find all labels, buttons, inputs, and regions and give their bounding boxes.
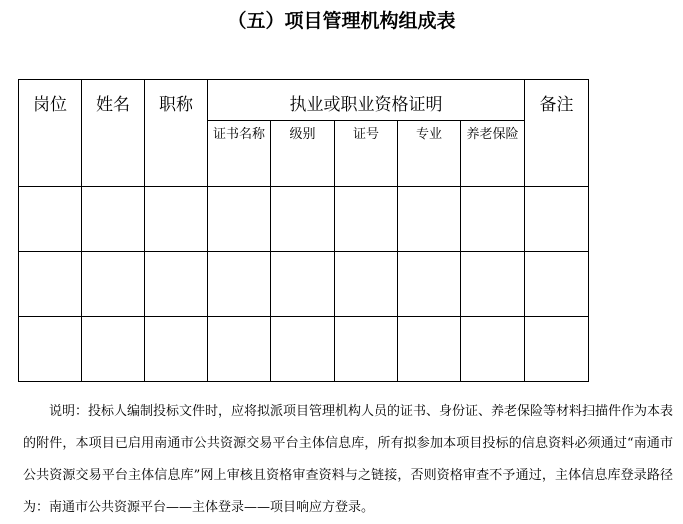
table-row <box>19 317 589 382</box>
header-position: 岗位 <box>19 80 82 187</box>
note-text: 说明：投标人编制投标文件时，应将拟派项目管理机构人员的证书、身份证、养老保险等材料扫描件作为本表的附件，本项目已启用南通市公共资源交易平台主体信息库，所有拟参加本项目投标的信息资料必须通过“南通市公共资源交易平台主体信息库”网上审核且资格审查资料与之链接，否则资格审查不予通过，主体信息库登录路径为：南通市公共资源平台——主体登录——项目响应方登录。 <box>23 404 674 515</box>
subheader-certificate-number: 证号 <box>335 121 398 187</box>
table-cell[interactable] <box>19 187 82 252</box>
table-row <box>19 252 589 317</box>
table-cell[interactable] <box>208 252 271 317</box>
table-cell[interactable] <box>271 252 335 317</box>
table-cell[interactable] <box>398 187 461 252</box>
management-table <box>18 79 589 382</box>
table-cell[interactable] <box>82 317 145 382</box>
subheader-major: 专业 <box>398 121 461 187</box>
table-cell[interactable] <box>208 187 271 252</box>
table-cell[interactable] <box>145 187 208 252</box>
subheader-pension-insurance: 养老保险 <box>461 121 525 187</box>
header-job-title: 职称 <box>145 80 208 187</box>
table-cell[interactable] <box>525 317 589 382</box>
table-cell[interactable] <box>19 317 82 382</box>
table-row <box>19 187 589 252</box>
table-cell[interactable] <box>335 317 398 382</box>
explanation-note <box>23 396 673 524</box>
header-remarks: 备注 <box>525 80 589 187</box>
table-cell[interactable] <box>82 187 145 252</box>
table-cell[interactable] <box>335 187 398 252</box>
document-title: （五）项目管理机构组成表 <box>227 10 456 32</box>
table-cell[interactable] <box>525 252 589 317</box>
table-cell[interactable] <box>145 317 208 382</box>
table-cell[interactable] <box>271 187 335 252</box>
table-cell[interactable] <box>398 317 461 382</box>
table-cell[interactable] <box>19 252 82 317</box>
table-cell[interactable] <box>82 252 145 317</box>
table-cell[interactable] <box>145 252 208 317</box>
subheader-certificate-name: 证书名称 <box>208 121 271 187</box>
table-cell[interactable] <box>271 317 335 382</box>
table-cell[interactable] <box>461 252 525 317</box>
table-cell[interactable] <box>398 252 461 317</box>
subheader-level: 级别 <box>271 121 335 187</box>
table-cell[interactable] <box>461 187 525 252</box>
table-cell[interactable] <box>525 187 589 252</box>
header-name: 姓名 <box>82 80 145 187</box>
table-cell[interactable] <box>461 317 525 382</box>
table-cell[interactable] <box>208 317 271 382</box>
header-qualification-group: 执业或职业资格证明 <box>208 80 525 121</box>
table-cell[interactable] <box>335 252 398 317</box>
